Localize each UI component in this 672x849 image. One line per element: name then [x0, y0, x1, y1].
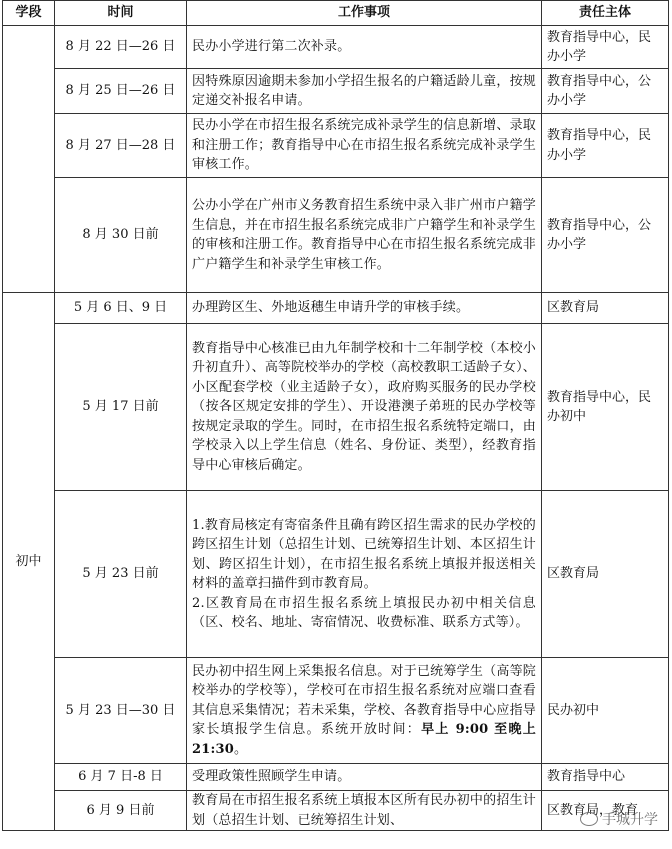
responsible-cell: 区教育局，教育: [542, 791, 669, 831]
table-row: [3, 764, 669, 791]
header-stage: 学段: [3, 1, 55, 26]
time-cell: 5 月 17 日前: [55, 324, 187, 491]
table-row: [3, 26, 669, 69]
responsible-cell: 教育指导中心，民办小学: [542, 26, 669, 69]
responsible-cell: 教育指导中心: [542, 764, 669, 791]
table-row: [3, 491, 669, 658]
time-cell: 5 月 23 日前: [55, 491, 187, 658]
time-cell: 5 月 23 日—30 日: [55, 658, 187, 764]
table-row: [3, 791, 669, 831]
time-cell: 6 月 9 日前: [55, 791, 187, 831]
time-cell: 6 月 7 日-8 日: [55, 764, 187, 791]
responsible-cell: 区教育局: [542, 491, 669, 658]
task-cell: 教育局在市招生报名系统上填报本区所有民办初中的招生计划（总招生计划、已统筹招生计划、: [187, 791, 542, 831]
time-cell: 8 月 27 日—28 日: [55, 114, 187, 178]
table-row: [3, 114, 669, 178]
task-cell: [187, 491, 542, 658]
task-cell: 公办小学在广州市义务教育招生系统中录入非广州市户籍学生信息，并在市招生报名系统完成非广户籍学生和补录学生的审核和注册工作。教育指导中心在市招生报名系统完成非广户籍学生和补录学生审核工作。: [187, 178, 542, 293]
task-cell: 教育指导中心核准已由九年制学校和十二年制学校（本校小升初直升）、高等院校举办的学校（高校教职工适龄子女）、小区配套学校（业主适龄子女），政府购买服务的民办学校（按各区规定安排的学生）、开设港澳子弟班的民办学校等按规定录取的学生。同时，在市招生报名系统特定端口，由学校录入以上学生信息（姓名、身份证、类型），经教育指导中心审核后确定。: [187, 324, 542, 491]
table-row: [3, 324, 669, 491]
task-cell: 民办小学在市招生报名系统完成补录学生的信息新增、录取和注册工作；教育指导中心在市招生报名系统完成补录学生审核工作。: [187, 114, 542, 178]
task-cell: 因特殊原因逾期未参加小学招生报名的户籍适龄儿童，按规定递交补报名申请。: [187, 69, 542, 114]
time-cell: 5 月 6 日、9 日: [55, 293, 187, 324]
time-cell: 8 月 25 日—26 日: [55, 69, 187, 114]
stage-cell-junior: 初中: [3, 293, 55, 831]
responsible-cell: 民办初中: [542, 658, 669, 764]
open-hours-highlight: 早上 9:00 至晚上 21:30: [192, 722, 537, 757]
task-text: 民办初中招生网上采集报名信息。对于已统筹学生（高等院校举办的学校等），学校可在市招生报名系统对应端口查看其信息采集情况；若未采集，学校、各教育指导中心应指导家长填报学生信息。系统开放时间：: [192, 663, 536, 738]
header-responsible: 责任主体: [542, 1, 669, 26]
header-task: 工作事项: [187, 1, 542, 26]
chat-icon: [580, 812, 598, 826]
task-item-2: 2.区教育局在市招生报名系统上填报民办初中相关信息（区、校名、地址、寄宿情况、收费标准、联系方式等）。: [192, 595, 536, 630]
enrollment-schedule-table: [2, 0, 669, 831]
watermark: [580, 809, 658, 829]
table-row: [3, 293, 669, 324]
stage-cell-primary: [3, 26, 55, 293]
task-text-end: 。: [233, 741, 248, 757]
task-cell: 民办小学进行第二次补录。: [187, 26, 542, 69]
time-cell: 8 月 30 日前: [55, 178, 187, 293]
time-cell: 8 月 22 日—26 日: [55, 26, 187, 69]
watermark-text: 手城升学: [602, 812, 658, 828]
table-row: [3, 69, 669, 114]
table-row: [3, 658, 669, 764]
responsible-cell: 教育指导中心，民办初中: [542, 324, 669, 491]
table-row: [3, 178, 669, 293]
task-cell: 受理政策性照顾学生申请。: [187, 764, 542, 791]
header-time: 时间: [55, 1, 187, 26]
task-cell: 办理跨区生、外地返穗生申请升学的审核手续。: [187, 293, 542, 324]
task-item-1: 1.教育局核定有寄宿条件且确有跨区招生需求的民办学校的跨区招生计划（总招生计划、已统筹招生计划、本区招生计划、跨区招生计划），在市招生报名系统上填报并报送相关材料的盖章扫描件到市教育局。: [192, 517, 536, 591]
task-cell: [187, 658, 542, 764]
responsible-cell: 教育指导中心，民办小学: [542, 114, 669, 178]
responsible-cell: 教育指导中心，公办小学: [542, 178, 669, 293]
table-header-row: [3, 1, 669, 26]
responsible-cell: 区教育局: [542, 293, 669, 324]
responsible-cell: 教育指导中心，公办小学: [542, 69, 669, 114]
